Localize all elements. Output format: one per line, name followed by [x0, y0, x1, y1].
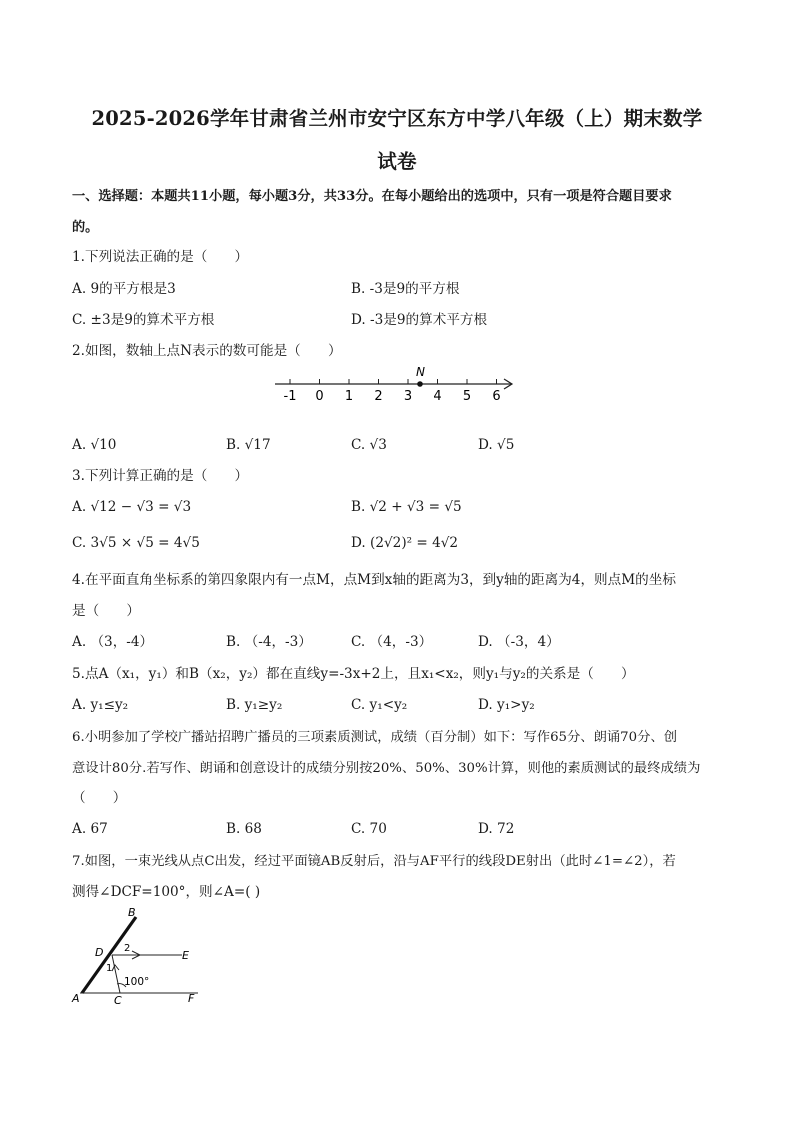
q3-option-c: C. 3√5 × √5 = 4√5	[72, 535, 200, 551]
section-header-line-2: 的。	[72, 220, 99, 235]
q3-option-a: A. √12 − √3 = √3	[72, 499, 192, 515]
q1-option-a: A. 9的平方根是3	[72, 281, 176, 297]
point-n-label: N	[416, 365, 425, 379]
title-line-2: 试卷	[377, 150, 417, 173]
q6-option-b: B. 68	[226, 821, 262, 837]
title-line-1: 2025-2026学年甘肃省兰州市安宁区东方中学八年级（上）期末数学	[91, 107, 703, 130]
q6-option-c: C. 70	[351, 821, 387, 837]
q2-option-a: A. √10	[72, 437, 117, 453]
q5-option-d: D. y₁>y₂	[478, 697, 535, 713]
number-line-tick-label: 6	[492, 389, 501, 404]
light-ray-cd	[112, 955, 120, 993]
q6-option-a: A. 67	[72, 821, 108, 837]
q2-option-d: D. √5	[478, 437, 515, 453]
q4-option-a: A. （3，-4）	[72, 634, 154, 650]
q1-option-b: B. -3是9的平方根	[351, 281, 460, 297]
q1-option-c: C. ±3是9的算术平方根	[72, 312, 215, 328]
q5-option-c: C. y₁<y₂	[351, 697, 408, 713]
q4-option-d: D. （-3，4）	[478, 634, 560, 650]
q2-stem: 2.如图，数轴上点N表示的数可能是（ ）	[72, 343, 342, 359]
q2-option-b: B. √17	[226, 437, 271, 453]
mirror-reflection-figure	[70, 905, 210, 1005]
q4-option-c: C. （4，-3）	[351, 634, 433, 650]
number-line-tick-label: 4	[433, 389, 442, 404]
q3-stem: 3.下列计算正确的是（ ）	[72, 468, 249, 484]
q3-option-d: D. (2√2)² = 4√2	[351, 535, 459, 551]
point-n-marker	[417, 381, 423, 387]
q3-option-b: B. √2 + √3 = √5	[351, 499, 462, 515]
label-angle-2: 2	[124, 943, 131, 954]
q5-option-b: B. y₁≥y₂	[226, 697, 283, 713]
number-line-tick-label: 2	[374, 389, 383, 404]
label-angle-1: 1	[106, 963, 113, 974]
q2-option-c: C. √3	[351, 437, 387, 453]
q5-stem: 5.点A（x₁，y₁）和B（x₂，y₂）都在直线y=-3x+2上，且x₁<x₂，则y₁与y₂的关系是（ ）	[72, 666, 635, 682]
label-angle-value: 100°	[124, 976, 150, 988]
number-line-tick-label: 0	[315, 389, 324, 404]
q7-stem-line-2: 测得∠DCF=100°，则∠A=( )	[72, 884, 261, 900]
q5-option-a: A. y₁≤y₂	[72, 697, 129, 713]
q1-stem: 1.下列说法正确的是（ ）	[72, 249, 249, 265]
q6-stem-line-2: 意设计80分.若写作、朗诵和创意设计的成绩分别按20%、50%、30%计算，则他的素质测试的最终成绩为	[72, 761, 701, 776]
label-e: E	[182, 949, 189, 962]
label-f: F	[188, 992, 195, 1005]
number-line-tick-label: 1	[344, 389, 354, 404]
q4-stem-line-2: 是（ ）	[72, 603, 140, 619]
q7-stem-line-1: 7.如图，一束光线从点C出发，经过平面镜AB反射后，沿与AF平行的线段DE射出（此时∠1=∠2），若	[72, 854, 676, 869]
label-b: B	[128, 906, 136, 919]
q6-option-d: D. 72	[478, 821, 515, 837]
section-header-line-1: 一、选择题：本题共11小题，每小题3分，共33分。在每小题给出的选项中，只有一项是符合题目要求	[72, 189, 672, 204]
q6-stem-line-3: （ ）	[72, 790, 127, 806]
q4-option-b: B. （-4，-3）	[226, 634, 312, 650]
number-line-tick-label: 5	[462, 389, 472, 404]
number-line-tick-label: -1	[283, 389, 297, 404]
label-c: C	[114, 994, 122, 1005]
label-d: D	[95, 946, 104, 959]
number-line-figure	[270, 364, 520, 404]
q1-option-d: D. -3是9的算术平方根	[351, 312, 488, 328]
q4-stem-line-1: 4.在平面直角坐标系的第四象限内有一点M，点M到x轴的距离为3，到y轴的距离为4，则点M的坐标	[72, 572, 676, 588]
number-line-tick-label: 3	[403, 389, 413, 404]
q6-stem-line-1: 6.小明参加了学校广播站招聘广播员的三项素质测试，成绩（百分制）如下：写作65分、朗诵70分、创	[72, 730, 677, 745]
label-a: A	[72, 992, 80, 1005]
